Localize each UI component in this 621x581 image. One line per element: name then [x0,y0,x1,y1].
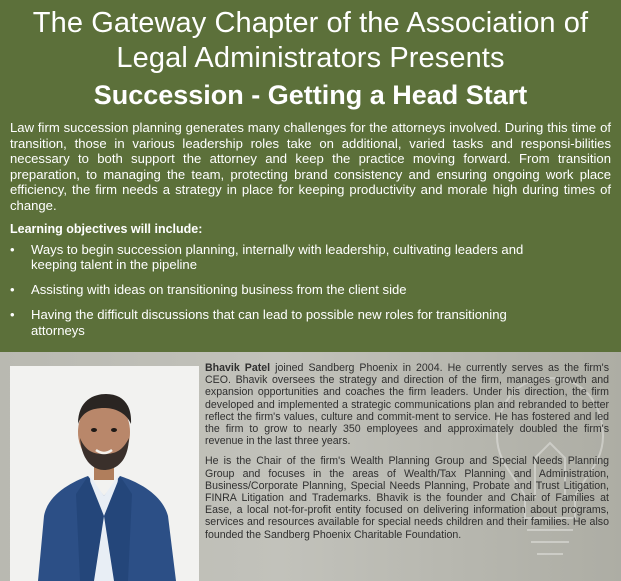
bullet-icon: • [10,282,15,298]
bio-paragraph-1 [205,362,609,447]
title-line-2: Legal Administrators Presents [116,42,505,74]
person-photo-icon [10,366,199,581]
bio-paragraph-1-text: joined Sandberg Phoenix in 2004. He currently serves as the firm's CEO. Bhavik oversees the strategy and direction of the firm, manages growth and expansion opportunities and coaches the firm leaders. Under his direction, the firm developed and implemented a strategic communications plan and rebranded to better reflect the firm's values, culture and commit-ment to service. He has fostered and led the firm to grow to nearly 350 employees and approximately doubled the firm's revenue in the last three years. [205,362,609,448]
speaker-panel [0,352,621,581]
speaker-name: Bhavik Patel [205,362,271,374]
objectives-list [0,242,621,339]
intro-paragraph: Law firm succession planning generates many challenges for the attorneys involved. During this time of transition, those in various leadership roles take on additional, varied tasks and responsi-bilities necessary to both support the attorney and keep the practice moving forward. From transition preparation, to managing the team, protecting brand consistency and ensuring ongoing work place efficiency, the firm needs a strategy in place for keeping productivity and morale high during times of change. [10,120,611,213]
objective-text: Having the difficult discussions that can lead to possible new roles for transitioning attorneys [31,306,507,338]
session-title: Succession - Getting a Head Start [93,80,528,110]
objective-item [10,242,561,274]
page-title [6,6,615,76]
objective-item [10,307,561,339]
objective-item [10,282,561,298]
bullet-icon: • [10,306,15,322]
speaker-photo [10,366,199,581]
bio-paragraph-2: He is the Chair of the firm's Wealth Planning Group and Special Needs Planning Group and focuses in the areas of Wealth/Tax Planning and Administration, Business/Corporate Planning, Special Needs Planning, Probate and Trust Litigation, FINRA Litigation and Trademarks. Bhavik is the founder and Chair of Families at Ease, a local not-for-profit entity focused on delivering information about programs, services and resources available for special needs children and their families. He also founded the Sandberg Phoenix Charitable Foundation. [205,455,609,541]
objective-text: Ways to begin succession planning, internally with leadership, cultivating leaders and keeping talent in the pipeline [31,241,524,273]
speaker-bio [205,362,609,549]
objective-text: Assisting with ideas on transitioning business from the client side [31,282,407,298]
bullet-icon: • [10,241,15,257]
title-line-1: The Gateway Chapter of the Association of [32,7,589,39]
objectives-heading: Learning objectives will include: [10,221,203,236]
